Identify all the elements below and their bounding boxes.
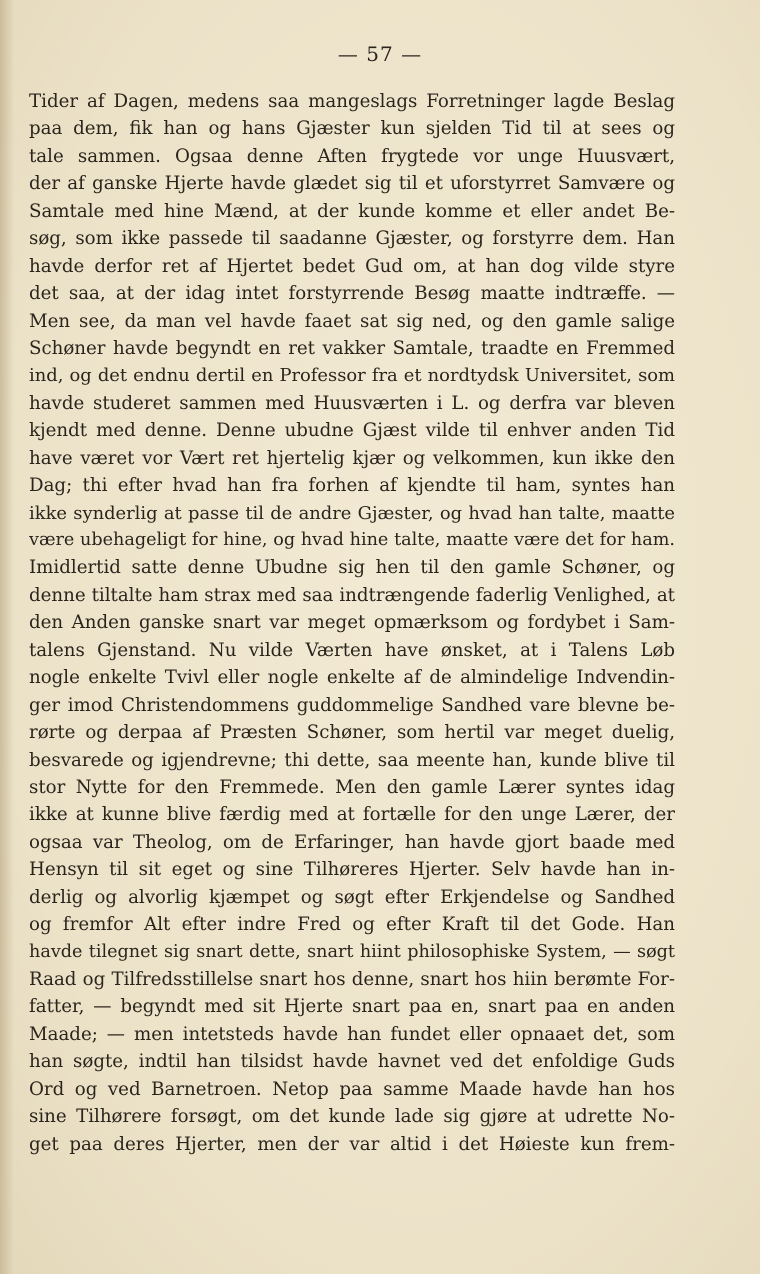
page-gutter-shadow [0, 0, 14, 1274]
text-line: Ord og ved Barnetroen. Netop paa samme Maade havde han hos [29, 1078, 675, 1100]
text-line: rørte og derpaa af Præsten Schøner, som hertil var meget duelig, [29, 722, 675, 744]
text-line: tale sammen. Ogsaa denne Aften frygtede vor unge Huusvært, [29, 145, 675, 167]
text-line: havde derfor ret af Hjertet bedet Gud om, at han dog vilde styre [29, 255, 675, 277]
text-line: Dag; thi efter hvad han fra forhen af kjendte til ham, syntes han [29, 475, 675, 497]
text-line: have været vor Vært ret hjertelig kjær og velkommen, kun ikke den [29, 447, 675, 469]
text-line: Men see, da man vel havde faaet sat sig ned, og den gamle salige [29, 310, 675, 332]
text-line: stor Nytte for den Fremmede. Men den gamle Lærer syntes idag [29, 776, 675, 798]
text-line: Schøner havde begyndt en ret vakker Samtale, traadte en Fremmed [29, 337, 675, 359]
text-line: der af ganske Hjerte havde glædet sig til et uforstyrret Samvære og [29, 173, 675, 195]
text-line: havde tilegnet sig snart dette, snart hiint philosophiske System, — søgt [29, 941, 675, 962]
text-line: Imidlertid satte denne Ubudne sig hen til den gamle Schøner, og [29, 557, 675, 579]
text-line: Maade; — men intetsteds havde han fundet eller opnaaet det, som [29, 1023, 675, 1045]
text-line: det saa, at der idag intet forstyrrende Besøg maatte indtræffe. — [29, 283, 675, 305]
text-line: Hensyn til sit eget og sine Tilhøreres Hjerter. Selv havde han in- [29, 859, 675, 881]
text-line: fatter, — begyndt med sit Hjerte snart paa en, snart paa en anden [29, 996, 675, 1018]
text-line: den Anden ganske snart var meget opmærksom og fordybet i Sam- [29, 612, 675, 634]
text-line: og fremfor Alt efter indre Fred og efter Kraft til det Gode. Han [29, 914, 675, 936]
text-line: Tider af Dagen, medens saa mangeslags Forretninger lagde Beslag [29, 91, 675, 112]
text-line: nogle enkelte Tvivl eller nogle enkelte af de almindelige Indvendin- [29, 667, 675, 689]
text-line: paa dem, fik han og hans Gjæster kun sjelden Tid til at sees og [29, 118, 675, 140]
text-line: ikke at kunne blive færdig med at fortælle for den unge Lærer, der [29, 804, 675, 826]
page-number: — 57 — [337, 42, 423, 66]
text-line: Raad og Tilfredsstillelse snart hos denne, snart hos hiin berømte For- [29, 969, 675, 990]
text-line: ogsaa var Theolog, om de Erfaringer, han havde gjort baade med [29, 831, 675, 853]
text-line: besvarede og igjendrevne; thi dette, saa meente han, kunde blive til [29, 749, 675, 771]
text-line: søg, som ikke passede til saadanne Gjæster, og forstyrre dem. Han [29, 228, 675, 250]
text-line: derlig og alvorlig kjæmpet og søgt efter Erkjendelse og Sandhed [29, 886, 675, 908]
text-line: kjendt med denne. Denne ubudne Gjæst vilde til enhver anden Tid [29, 420, 675, 442]
text-line: talens Gjenstand. Nu vilde Værten have ønsket, at i Talens Løb [29, 639, 675, 661]
text-line: ger imod Christendommens guddommelige Sandhed vare blevne be- [29, 694, 675, 716]
text-line: ind, og det endnu dertil en Professor fra et nordtydsk Universitet, som [29, 365, 675, 387]
text-line: get paa deres Hjerter, men der var altid i det Høieste kun frem- [29, 1133, 675, 1155]
body-text [29, 88, 675, 1158]
text-line: være ubehageligt for hine, og hvad hine talte, maatte være det for ham. [29, 530, 675, 550]
text-line: sine Tilhørere forsøgt, om det kunde lade sig gjøre at udrette No- [29, 1106, 675, 1128]
text-line: han søgte, indtil han tilsidst havde havnet ved det enfoldige Guds [29, 1051, 675, 1073]
text-line: Samtale med hine Mænd, at der kunde komme et eller andet Be- [29, 200, 675, 222]
text-line: havde studeret sammen med Huusværten i L. og derfra var bleven [29, 392, 675, 414]
text-line: denne tiltalte ham strax med saa indtrængende faderlig Venlighed, at [29, 584, 675, 606]
text-line: ikke synderlig at passe til de andre Gjæster, og hvad han talte, maatte [29, 502, 675, 524]
